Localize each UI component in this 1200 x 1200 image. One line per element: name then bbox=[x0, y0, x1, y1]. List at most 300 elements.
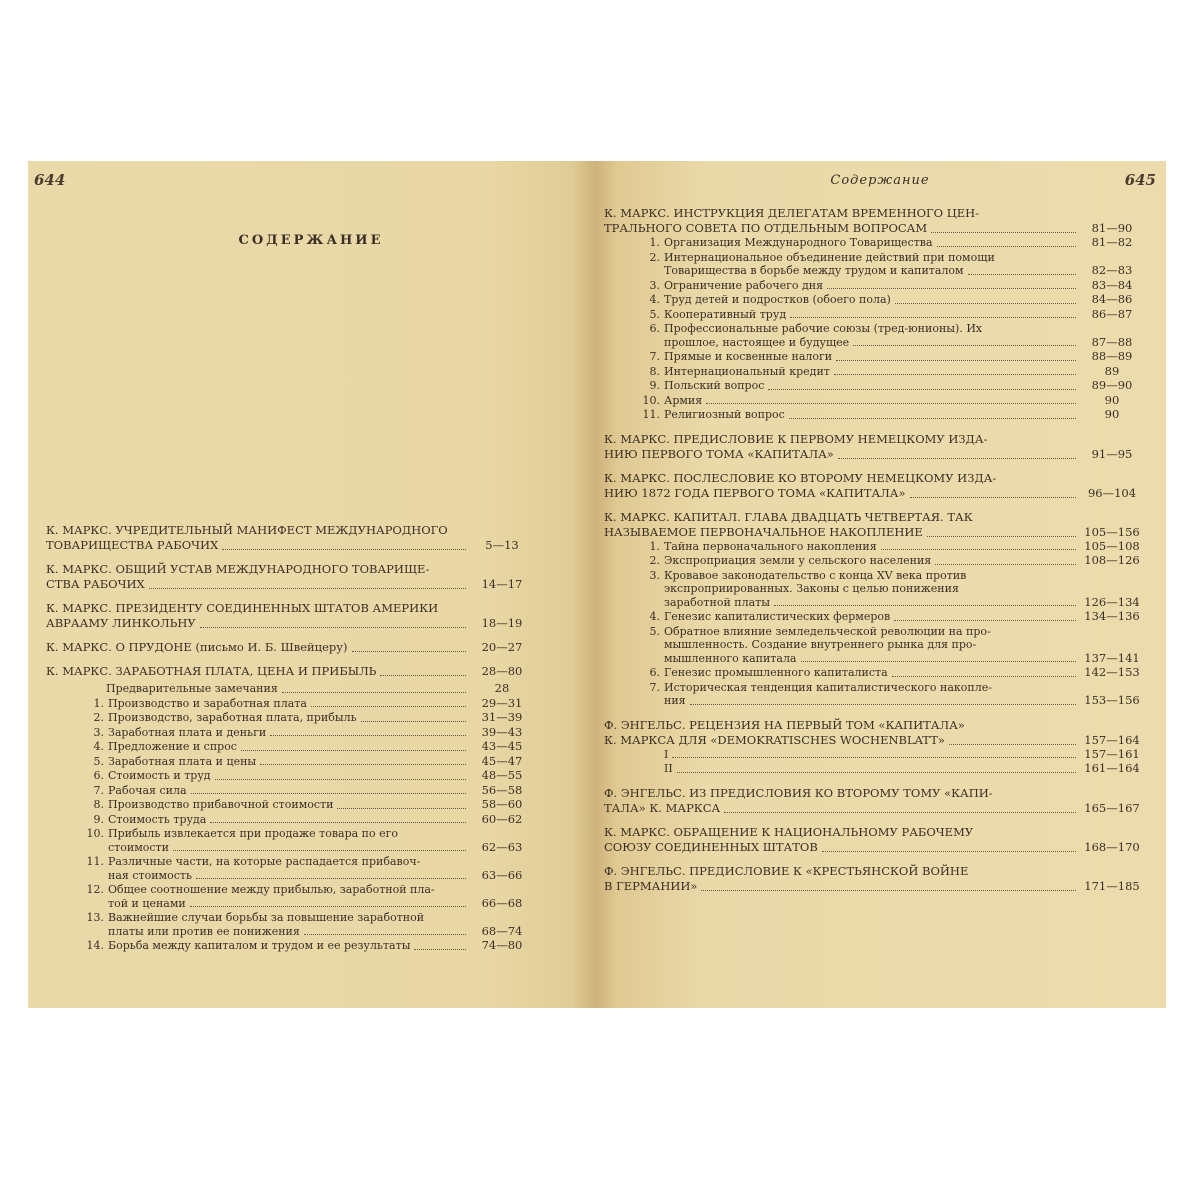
subentry bbox=[604, 365, 1144, 379]
entry-line bbox=[604, 801, 1144, 816]
entry-line bbox=[604, 221, 1144, 236]
entry-line bbox=[46, 601, 534, 616]
subentry-title: Кровавое законодательство с конца XV века против bbox=[664, 568, 967, 582]
entry-title: НАЗЫВАЕМОЕ ПЕРВОНАЧАЛЬНОЕ НАКОПЛЕНИЕ bbox=[604, 524, 923, 539]
subentry-title: Производство и заработная плата bbox=[108, 696, 307, 710]
entry-pages: 91—95 bbox=[1091, 446, 1133, 461]
dot-leader bbox=[196, 878, 466, 879]
subentry-line bbox=[84, 769, 534, 783]
entry-line bbox=[604, 486, 1144, 501]
subentry-title: Интернациональный кредит bbox=[664, 364, 830, 378]
entry-line bbox=[604, 206, 1144, 221]
entry-title: К. МАРКС. ОБЩИЙ УСТАВ МЕЖДУНАРОДНОГО ТОВАРИЩЕ- bbox=[46, 562, 430, 576]
entry-title: К. МАРКСА ДЛЯ «DEMOKRATISCHES WOCHENBLATT» bbox=[604, 732, 945, 747]
dot-leader bbox=[822, 851, 1076, 852]
subentry-line bbox=[640, 279, 1144, 293]
subentry-line bbox=[640, 694, 1144, 708]
dot-leader bbox=[895, 303, 1076, 304]
subentry-pages: 87—88 bbox=[1091, 334, 1133, 349]
subentry bbox=[604, 293, 1144, 307]
dot-leader bbox=[337, 808, 466, 809]
subentry-title: стоимости bbox=[108, 840, 169, 854]
entry-line bbox=[46, 523, 534, 538]
subentry bbox=[604, 408, 1144, 422]
subentry-line bbox=[640, 408, 1144, 422]
subentry-line bbox=[640, 625, 1144, 639]
subentry-title: Прямые и косвенные налоги bbox=[664, 350, 833, 363]
subentry-number: 1. bbox=[649, 539, 660, 553]
subentry bbox=[604, 308, 1144, 322]
dot-leader bbox=[838, 458, 1076, 459]
toc-entry bbox=[604, 786, 1144, 816]
entry-title: Ф. ЭНГЕЛЬС. ИЗ ПРЕДИСЛОВИЯ КО ВТОРОМУ ТОМУ «КАПИ- bbox=[604, 785, 993, 800]
subentry-pages: 48—55 bbox=[481, 768, 523, 782]
subentry-number: 8. bbox=[649, 364, 660, 378]
subentry-title: Религиозный вопрос bbox=[664, 408, 785, 421]
subentry-number: 10. bbox=[86, 827, 104, 840]
subentry-line bbox=[640, 666, 1144, 680]
entry-title: К. МАРКС. ЗАРАБОТНАЯ ПЛАТА, ЦЕНА И ПРИБЫЛЬ bbox=[46, 664, 377, 678]
entry-line bbox=[46, 562, 534, 577]
subentry bbox=[604, 322, 1144, 349]
entry-pages: 14—17 bbox=[481, 577, 523, 591]
subentry-number: 10. bbox=[642, 393, 660, 407]
subentry-pages: 126—134 bbox=[1084, 594, 1140, 609]
entry-line bbox=[604, 786, 1144, 801]
subentry-number: 1. bbox=[649, 236, 660, 249]
dot-leader bbox=[260, 764, 466, 765]
subentry-pages: 29—31 bbox=[481, 695, 523, 710]
subentry-pages: 63—66 bbox=[481, 867, 523, 882]
entry-line bbox=[46, 538, 534, 553]
subentry-line bbox=[84, 827, 534, 841]
subentry-title: прошлое, настоящее и будущее bbox=[664, 335, 850, 349]
subentry-line bbox=[640, 596, 1144, 610]
subentry bbox=[604, 681, 1144, 708]
subentry-pages: 31—39 bbox=[481, 710, 523, 724]
subentry bbox=[46, 911, 534, 938]
dot-leader bbox=[931, 232, 1076, 233]
left-page bbox=[28, 161, 594, 1008]
subentry-line bbox=[84, 813, 534, 827]
subentry bbox=[46, 883, 534, 910]
dot-leader bbox=[380, 675, 466, 676]
subentry-pages: 28 bbox=[494, 681, 510, 695]
subentry-title: заработной платы bbox=[664, 595, 770, 609]
subentry bbox=[604, 236, 1144, 250]
subentry bbox=[46, 697, 534, 711]
toc-entry bbox=[604, 471, 1144, 501]
entry-title: К. МАРКС. ИНСТРУКЦИЯ ДЕЛЕГАТАМ ВРЕМЕННОГО ЦЕН- bbox=[604, 206, 980, 220]
subentry-pages: 74—80 bbox=[481, 938, 523, 952]
subentry-title: Обратное влияние земледельческой революции на про- bbox=[664, 624, 991, 638]
subentry-line bbox=[84, 755, 534, 769]
subentry bbox=[46, 711, 534, 725]
subentry-pages: 105—108 bbox=[1084, 538, 1140, 553]
subentry-pages: 161—164 bbox=[1084, 761, 1140, 775]
dot-leader bbox=[190, 906, 466, 907]
entry-title: Ф. ЭНГЕЛЬС. РЕЦЕНЗИЯ НА ПЕРВЫЙ ТОМ «КАПИТАЛА» bbox=[604, 717, 965, 732]
dot-leader bbox=[414, 949, 466, 950]
subentry-title: I bbox=[664, 747, 669, 761]
entry-line bbox=[604, 525, 1144, 540]
subentry-number: 3. bbox=[649, 278, 660, 292]
dot-leader bbox=[935, 564, 1076, 565]
subentry-title: II bbox=[664, 762, 673, 775]
dot-leader bbox=[881, 549, 1076, 550]
entry-pages: 18—19 bbox=[481, 616, 523, 630]
subentry-number: 9. bbox=[93, 812, 104, 826]
subentry-line bbox=[84, 855, 534, 869]
dot-leader bbox=[910, 497, 1076, 498]
toc-entries bbox=[46, 523, 534, 954]
subentry-number: 9. bbox=[649, 379, 660, 392]
subentry-title: ная стоимость bbox=[108, 868, 192, 882]
entry-pages: 105—156 bbox=[1084, 524, 1140, 539]
subentry-title: Армия bbox=[664, 393, 703, 407]
subentry-line bbox=[84, 841, 534, 855]
subentry-line bbox=[640, 652, 1144, 666]
dot-leader bbox=[241, 750, 466, 751]
subentry-number: 7. bbox=[649, 680, 660, 694]
subentry-pages: 90 bbox=[1104, 407, 1120, 421]
subentry-title: Товарищества в борьбе между трудом и капиталом bbox=[664, 264, 964, 277]
toc-entry bbox=[46, 562, 534, 592]
toc-entries bbox=[604, 206, 1144, 903]
dot-leader bbox=[790, 317, 1076, 318]
subentry bbox=[604, 569, 1144, 610]
dot-leader bbox=[677, 772, 1076, 773]
entry-pages: 5—13 bbox=[485, 538, 519, 552]
entry-title: АВРААМУ ЛИНКОЛЬНУ bbox=[46, 616, 196, 630]
entry-line bbox=[46, 664, 534, 679]
entry-title: К. МАРКС. О ПРУДОНЕ (письмо И. Б. Швейцеру) bbox=[46, 640, 348, 654]
subentry-number: 8. bbox=[93, 798, 104, 811]
subentry-title: Генезис промышленного капиталиста bbox=[664, 666, 888, 679]
subentry bbox=[604, 666, 1144, 680]
subentry-pages: 82—83 bbox=[1091, 263, 1133, 277]
dot-leader bbox=[311, 706, 466, 707]
subentry-title: Стоимость труда bbox=[108, 812, 207, 826]
subentry-number: 11. bbox=[642, 408, 660, 421]
entry-title: К. МАРКС. ОБРАЩЕНИЕ К НАЦИОНАЛЬНОМУ РАБОЧЕМУ bbox=[604, 824, 974, 839]
dot-leader bbox=[200, 627, 466, 628]
entry-title: Ф. ЭНГЕЛЬС. ПРЕДИСЛОВИЕ К «КРЕСТЬЯНСКОЙ ВОЙНЕ bbox=[604, 863, 969, 878]
subentry-number: 4. bbox=[649, 293, 660, 306]
entry-title: К. МАРКС. ПОСЛЕСЛОВИЕ КО ВТОРОМУ НЕМЕЦКОМУ ИЗДА- bbox=[604, 470, 997, 485]
entry-title: ТОВАРИЩЕСТВА РАБОЧИХ bbox=[46, 538, 219, 552]
entry-line bbox=[604, 879, 1144, 894]
subentry-line bbox=[84, 711, 534, 725]
subentry-line bbox=[84, 897, 534, 911]
dot-leader bbox=[672, 757, 1076, 758]
entry-line bbox=[604, 864, 1144, 879]
subentry-pages: 45—47 bbox=[481, 753, 523, 768]
subentry-line bbox=[640, 336, 1144, 350]
subentry-line bbox=[640, 350, 1144, 364]
subentry-number: 6. bbox=[649, 666, 660, 679]
subentry bbox=[46, 784, 534, 798]
subentry-title: Генезис капиталистических фермеров bbox=[664, 610, 891, 623]
subentry-title: Историческая тенденция капиталистического накопле- bbox=[664, 680, 992, 694]
running-head: Содержание bbox=[830, 173, 930, 188]
subentry bbox=[46, 798, 534, 812]
subentry-number: 7. bbox=[649, 350, 660, 363]
entry-line bbox=[604, 432, 1144, 447]
subentry bbox=[46, 813, 534, 827]
subentry-title: Заработная плата и цены bbox=[108, 754, 257, 768]
entry-title: НИЮ 1872 ГОДА ПЕРВОГО ТОМА «КАПИТАЛА» bbox=[604, 485, 906, 500]
dot-leader bbox=[215, 779, 466, 780]
subentry-pages: 56—58 bbox=[481, 782, 523, 797]
subentry bbox=[604, 350, 1144, 364]
entry-pages: 96—104 bbox=[1087, 485, 1137, 500]
entry-pages: 20—27 bbox=[481, 640, 523, 654]
subentry-line bbox=[640, 293, 1144, 307]
dot-leader bbox=[222, 549, 466, 550]
entry-title: СТВА РАБОЧИХ bbox=[46, 577, 145, 591]
subentry-pages: 157—161 bbox=[1084, 746, 1140, 761]
subentry-pages: 153—156 bbox=[1084, 693, 1140, 707]
toc-entry bbox=[46, 523, 534, 553]
subentry-line bbox=[84, 869, 534, 883]
subentry bbox=[46, 740, 534, 754]
subentry-number: 4. bbox=[93, 740, 104, 753]
subentry-number: 3. bbox=[93, 725, 104, 739]
subentry-number: 11. bbox=[86, 855, 104, 868]
subentry-line bbox=[106, 682, 534, 696]
subentry-line bbox=[84, 784, 534, 798]
subentry-line bbox=[640, 638, 1144, 652]
subentry-line bbox=[640, 379, 1144, 393]
entry-line bbox=[604, 733, 1144, 748]
subentry bbox=[46, 726, 534, 740]
dot-leader bbox=[894, 620, 1076, 621]
subentry-title: Ограничение рабочего дня bbox=[664, 278, 824, 292]
subentry bbox=[46, 682, 534, 696]
subentry-pages: 68—74 bbox=[481, 923, 523, 938]
dot-leader bbox=[827, 288, 1076, 289]
subentry-pages: 108—126 bbox=[1084, 553, 1140, 567]
entry-title: К. МАРКС. ПРЕЗИДЕНТУ СОЕДИНЕННЫХ ШТАТОВ АМЕРИКИ bbox=[46, 601, 439, 615]
subentry-title: экспроприированных. Законы с целью понижения bbox=[664, 582, 959, 595]
entry-line bbox=[46, 616, 534, 631]
toc-entry bbox=[604, 206, 1144, 422]
entry-pages: 171—185 bbox=[1084, 878, 1140, 893]
subentry-line bbox=[640, 236, 1144, 250]
entry-line bbox=[46, 640, 534, 655]
dot-leader bbox=[801, 661, 1077, 662]
subentry-title: Производство, заработная плата, прибыль bbox=[108, 711, 357, 724]
subentry-pages: 86—87 bbox=[1091, 306, 1133, 321]
subentry-line bbox=[664, 748, 1144, 762]
subentry-number: 3. bbox=[649, 568, 660, 582]
subentry-line bbox=[640, 365, 1144, 379]
subentry-title: Тайна первоначального накопления bbox=[664, 539, 877, 553]
dot-leader bbox=[191, 793, 466, 794]
dot-leader bbox=[706, 403, 1076, 404]
subentry-title: ния bbox=[664, 694, 686, 707]
subentry-pages: 142—153 bbox=[1084, 665, 1140, 679]
subentry-number: 5. bbox=[93, 754, 104, 768]
dot-leader bbox=[304, 934, 466, 935]
subentry-line bbox=[640, 540, 1144, 554]
subentry-title: Польский вопрос bbox=[664, 379, 765, 392]
dot-leader bbox=[173, 850, 466, 851]
subentry-number: 5. bbox=[649, 307, 660, 321]
subentry-pages: 134—136 bbox=[1084, 609, 1140, 623]
dot-leader bbox=[724, 812, 1076, 813]
subentry-pages: 66—68 bbox=[481, 895, 523, 910]
subentry-title: Прибыль извлекается при продаже товара по его bbox=[108, 827, 399, 840]
subentry-title: мышленного капитала bbox=[664, 651, 797, 665]
right-page bbox=[594, 161, 1166, 1008]
subentry-number: 7. bbox=[93, 783, 104, 797]
toc-entry bbox=[46, 601, 534, 631]
dot-leader bbox=[949, 744, 1076, 745]
toc-entry bbox=[604, 825, 1144, 855]
subentry-pages: 39—43 bbox=[481, 724, 523, 739]
subentry-line bbox=[84, 883, 534, 897]
entry-title: ТРАЛЬНОГО СОВЕТА ПО ОТДЕЛЬНЫМ ВОПРОСАМ bbox=[604, 221, 928, 235]
toc-entry bbox=[604, 864, 1144, 894]
dot-leader bbox=[836, 360, 1076, 361]
entry-pages: 157—164 bbox=[1084, 732, 1140, 747]
subentry-number: 12. bbox=[86, 883, 104, 896]
subentry-line bbox=[84, 798, 534, 812]
subentry-pages: 58—60 bbox=[481, 797, 523, 811]
dot-leader bbox=[701, 890, 1076, 891]
subentry-list bbox=[46, 682, 534, 953]
dot-leader bbox=[927, 536, 1076, 537]
subentry-line bbox=[640, 681, 1144, 695]
dot-leader bbox=[270, 735, 466, 736]
subentry-number: 1. bbox=[93, 696, 104, 710]
subentry-title: той и ценами bbox=[108, 896, 186, 910]
entry-title: ТАЛА» К. МАРКСА bbox=[604, 800, 721, 815]
dot-leader bbox=[789, 418, 1076, 419]
subentry-number: 13. bbox=[86, 911, 104, 924]
subentry-pages: 88—89 bbox=[1091, 349, 1133, 363]
entry-pages: 28—80 bbox=[481, 664, 523, 678]
subentry-line bbox=[664, 762, 1144, 776]
subentry-title: Организация Международного Товарищества bbox=[664, 236, 933, 249]
subentry-number: 14. bbox=[86, 939, 104, 952]
subentry-title: Стоимость и труд bbox=[108, 769, 211, 782]
subentry-line bbox=[640, 610, 1144, 624]
toc-entry bbox=[604, 510, 1144, 708]
subentry bbox=[604, 540, 1144, 554]
dot-leader bbox=[853, 345, 1076, 346]
dot-leader bbox=[774, 605, 1076, 606]
toc-entry bbox=[46, 664, 534, 679]
subentry-number: 5. bbox=[649, 624, 660, 638]
subentry-pages: 43—45 bbox=[481, 739, 523, 753]
subentry-pages: 89 bbox=[1104, 363, 1120, 378]
entry-line bbox=[604, 718, 1144, 733]
entry-line bbox=[604, 825, 1144, 840]
subentry-pages: 137—141 bbox=[1084, 650, 1140, 665]
subentry-line bbox=[640, 582, 1144, 596]
dot-leader bbox=[149, 588, 466, 589]
dot-leader bbox=[352, 651, 467, 652]
subentry bbox=[604, 251, 1144, 278]
page-number: 645 bbox=[1124, 171, 1156, 189]
entry-pages: 81—90 bbox=[1091, 221, 1133, 235]
subentry-number: 2. bbox=[93, 711, 104, 724]
subentry-pages: 81—82 bbox=[1091, 235, 1133, 249]
dot-leader bbox=[361, 721, 466, 722]
entry-title: К. МАРКС. ПРЕДИСЛОВИЕ К ПЕРВОМУ НЕМЕЦКОМУ ИЗДА- bbox=[604, 431, 988, 446]
subentry-title: Экспроприация земли у сельского населения bbox=[664, 554, 932, 567]
subentry-title: Предварительные замечания bbox=[106, 682, 278, 695]
subentry bbox=[604, 762, 1144, 776]
subentry-title: Производство прибавочной стоимости bbox=[108, 798, 334, 811]
subentry-pages: 84—86 bbox=[1091, 292, 1133, 306]
subentry-line bbox=[640, 308, 1144, 322]
subentry-line bbox=[84, 726, 534, 740]
subentry-line bbox=[640, 394, 1144, 408]
dot-leader bbox=[768, 389, 1076, 390]
subentry-line bbox=[84, 911, 534, 925]
subentry-title: Кооперативный труд bbox=[664, 307, 787, 321]
subentry-title: Борьба между капиталом и трудом и ее результаты bbox=[108, 939, 411, 952]
subentry-title: Интернациональное объединение действий при помощи bbox=[664, 250, 995, 264]
subentry-pages: 83—84 bbox=[1091, 277, 1133, 292]
subentry-line bbox=[640, 322, 1144, 336]
book-spread bbox=[28, 161, 1166, 1008]
toc-entry bbox=[604, 432, 1144, 462]
subentry bbox=[604, 748, 1144, 762]
subentry bbox=[604, 625, 1144, 666]
dot-leader bbox=[834, 374, 1076, 375]
subentry-title: Профессиональные рабочие союзы (тред-юнионы). Их bbox=[664, 322, 983, 335]
entry-line bbox=[604, 840, 1144, 855]
subentry-number: 2. bbox=[649, 250, 660, 264]
subentry-title: мышленность. Создание внутреннего рынка для про- bbox=[664, 638, 977, 651]
entry-title: НИЮ ПЕРВОГО ТОМА «КАПИТАЛА» bbox=[604, 446, 834, 461]
subentry-title: Труд детей и подростков (обоего пола) bbox=[664, 293, 891, 306]
toc-entry bbox=[604, 718, 1144, 776]
subentry-line bbox=[84, 697, 534, 711]
entry-title: В ГЕРМАНИИ» bbox=[604, 878, 698, 893]
entry-line bbox=[604, 471, 1144, 486]
subentry-pages: 60—62 bbox=[481, 811, 523, 826]
subentry-line bbox=[640, 554, 1144, 568]
subentry bbox=[604, 379, 1144, 393]
subentry-line bbox=[84, 740, 534, 754]
entry-pages: 165—167 bbox=[1084, 800, 1140, 815]
dot-leader bbox=[282, 692, 466, 693]
subentry bbox=[46, 939, 534, 953]
toc-entry bbox=[46, 640, 534, 655]
toc-title: СОДЕРЖАНИЕ bbox=[238, 233, 384, 248]
entry-line bbox=[46, 577, 534, 592]
subentry-pages: 90 bbox=[1104, 392, 1120, 407]
subentry-title: Рабочая сила bbox=[108, 783, 187, 797]
subentry-pages: 89—90 bbox=[1091, 378, 1133, 392]
dot-leader bbox=[210, 822, 466, 823]
subentry bbox=[46, 755, 534, 769]
subentry bbox=[46, 855, 534, 882]
subentry-title: Важнейшие случаи борьбы за повышение заработной bbox=[108, 911, 425, 924]
entry-title: СОЮЗУ СОЕДИНЕННЫХ ШТАТОВ bbox=[604, 839, 818, 854]
dot-leader bbox=[892, 676, 1076, 677]
subentry-number: 2. bbox=[649, 554, 660, 567]
subentry bbox=[604, 279, 1144, 293]
subentry bbox=[46, 827, 534, 854]
subentry bbox=[604, 554, 1144, 568]
